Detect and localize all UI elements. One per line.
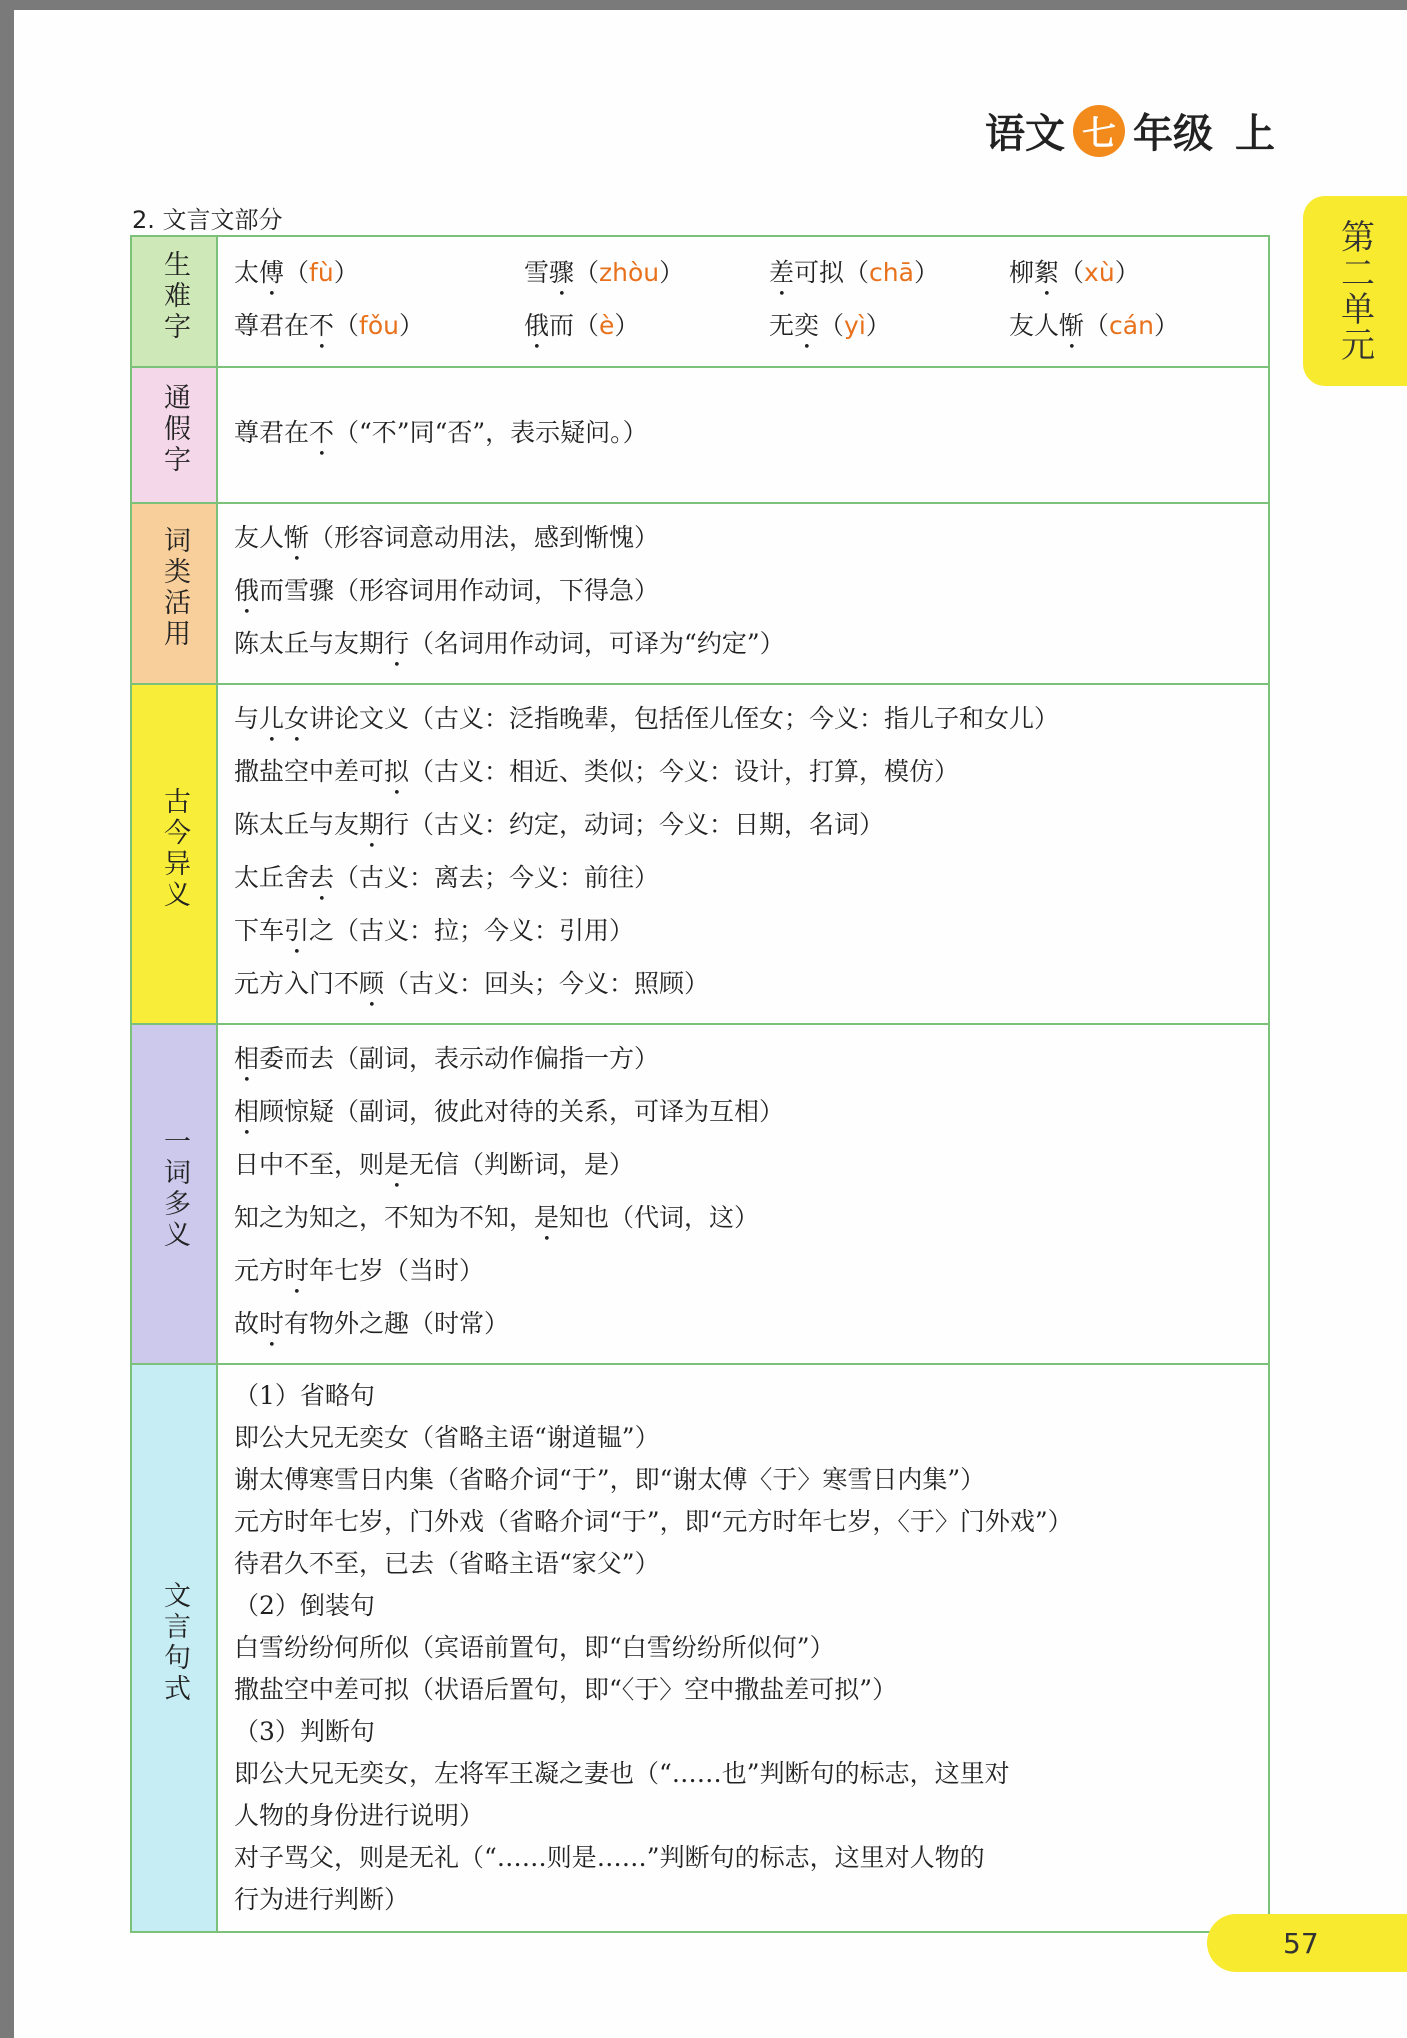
pinyin: cán <box>1109 310 1154 340</box>
line-text: 之（古义：拉；今义：引用） <box>309 916 635 945</box>
content-cell <box>217 1364 1269 1932</box>
key-char: 俄 <box>234 576 260 605</box>
key-char: 惭 <box>1059 310 1085 340</box>
line-text: 而雪骤（形容词用作动词，下得急） <box>259 576 660 605</box>
line-text: 下车 <box>234 916 285 945</box>
word-text: ） <box>399 310 425 340</box>
wenyan-line: 即公大兄无奕女（省略主语“谢道韫”） <box>234 1423 660 1452</box>
line-text: 顾惊疑（副词，彼此对待的关系，可译为互相） <box>259 1097 785 1126</box>
line-text: （“不”同“否”，表示疑问。） <box>334 417 648 447</box>
pinyin: xù <box>1084 257 1115 287</box>
key-char: 儿女 <box>259 704 310 733</box>
row-gujin <box>131 684 1269 1024</box>
key-char: 期 <box>359 810 385 839</box>
hard-char-item <box>234 302 524 355</box>
line-text: 元方 <box>234 1256 285 1285</box>
word-text: 柳 <box>1009 257 1035 287</box>
category-label: 生难字 <box>159 249 190 343</box>
content-cell <box>217 503 1269 684</box>
line-text: 有物外之趣（时常） <box>284 1309 510 1338</box>
key-char: 惭 <box>284 523 310 552</box>
category-cell <box>131 236 217 367</box>
pinyin: è <box>599 310 615 340</box>
line-text: 知之为知之，不知为不知， <box>234 1203 535 1232</box>
textbook-page <box>14 10 1407 2038</box>
line-text: 讲论文义（古义：泛指晚辈，包括侄儿侄女；今义：指儿子和女儿） <box>309 704 1060 733</box>
category-label: 通假字 <box>159 383 190 476</box>
category-label: 文言句式 <box>159 1580 190 1705</box>
key-char: 俄 <box>524 310 550 340</box>
page-header <box>985 102 1275 159</box>
yici-line <box>234 1141 1252 1194</box>
pinyin: chā <box>869 257 914 287</box>
yici-line <box>234 1088 1252 1141</box>
wenyan-line: 行为进行判断） <box>234 1885 410 1914</box>
category-cell <box>131 1024 217 1364</box>
key-char: 奕 <box>794 310 820 340</box>
word-text: ） <box>614 310 640 340</box>
yici-line <box>234 1300 1252 1353</box>
wenyan-line: （2）倒装句 <box>234 1591 375 1620</box>
hard-char-item <box>234 249 524 302</box>
word-text: 尊君在 <box>234 310 310 340</box>
line-text: （古义：离去；今义：前往） <box>334 863 660 892</box>
page-number: 57 <box>1207 1914 1407 1972</box>
key-char: 引 <box>284 916 310 945</box>
key-char: 拟 <box>384 757 410 786</box>
category-label: 古今异义 <box>159 786 190 911</box>
line-text: 日中不至，则 <box>234 1150 385 1179</box>
word-text: ） <box>1114 257 1140 287</box>
wenyan-line: 即公大兄无奕女，左将军王凝之妻也（“……也”判断句的标志，这里对 <box>234 1759 1010 1788</box>
content-cell <box>217 367 1269 503</box>
wenyan-line: 谢太傅寒雪日内集（省略介词“于”，即“谢太傅〈于〉寒雪日内集”） <box>234 1465 986 1494</box>
line-text: 知也（代词，这） <box>559 1203 760 1232</box>
wenyan-line: 撒盐空中差可拟（状语后置句，即“〈于〉空中撒盐差可拟”） <box>234 1675 898 1704</box>
word-text: ） <box>913 257 939 287</box>
cilei-line <box>234 514 1252 567</box>
hard-char-item <box>1009 249 1239 302</box>
word-text: （ <box>1084 310 1110 340</box>
key-char: 行 <box>384 629 410 658</box>
key-char: 去 <box>309 863 335 892</box>
cilei-line <box>234 620 1252 673</box>
gujin-line <box>234 907 1252 960</box>
line-text: 尊君在 <box>234 417 310 447</box>
hard-char-item <box>1009 302 1239 355</box>
line-text: （古义：相近、类似；今义：设计，打算，模仿） <box>409 757 960 786</box>
line-text: 元方入门不 <box>234 969 360 998</box>
cilei-line <box>234 567 1252 620</box>
gujin-line <box>234 960 1252 1013</box>
hard-char-item <box>524 249 769 302</box>
row-yici <box>131 1024 1269 1364</box>
key-char: 时 <box>284 1256 310 1285</box>
key-char: 相 <box>234 1097 260 1126</box>
word-text: 无 <box>769 310 795 340</box>
wenyan-line: 白雪纷纷何所似（宾语前置句，即“白雪纷纷所似何”） <box>234 1633 835 1662</box>
key-char: 骤 <box>549 257 575 287</box>
word-text: 而（ <box>549 310 600 340</box>
hard-char-item <box>524 302 769 355</box>
row-tongjia <box>131 367 1269 503</box>
wenyan-line: （3）判断句 <box>234 1717 375 1746</box>
gujin-line <box>234 748 1252 801</box>
word-text: 雪 <box>524 257 550 287</box>
row-hard-chars <box>131 236 1269 367</box>
category-label: 词类活用 <box>159 526 190 650</box>
line-text: 年七岁（当时） <box>309 1256 485 1285</box>
word-text: ） <box>333 257 359 287</box>
word-text: （ <box>1059 257 1085 287</box>
gujin-line <box>234 801 1252 854</box>
line-text: 陈太丘与友期 <box>234 629 385 658</box>
key-char: 不 <box>309 417 335 447</box>
category-cell <box>131 684 217 1024</box>
row-wenyan <box>131 1364 1269 1932</box>
section-title: 2. 文言文部分 <box>132 206 283 234</box>
category-cell <box>131 367 217 503</box>
line-text: 太丘舍 <box>234 863 310 892</box>
category-cell <box>131 503 217 684</box>
line-text: 与 <box>234 704 260 733</box>
pinyin: zhòu <box>599 257 660 287</box>
hard-chars-grid <box>234 249 1252 355</box>
word-text: ） <box>865 310 891 340</box>
hard-char-item <box>769 302 1009 355</box>
line-text: 行（古义：约定，动词；今义：日期，名词） <box>384 810 885 839</box>
key-char: 时 <box>259 1309 285 1338</box>
key-char: 絮 <box>1034 257 1060 287</box>
wenyan-line: （1）省略句 <box>234 1381 375 1410</box>
grade-badge: 七 <box>1073 105 1125 157</box>
key-char: 相 <box>234 1044 260 1073</box>
line-text: 撒盐空中差可 <box>234 757 385 786</box>
unit-tab: 第二单元 <box>1303 196 1407 386</box>
tongjia-line <box>234 409 1252 462</box>
wenyan-line: 待君久不至，已去（省略主语“家父”） <box>234 1549 660 1578</box>
yici-line <box>234 1247 1252 1300</box>
word-text: （ <box>334 310 360 340</box>
content-cell <box>217 684 1269 1024</box>
volume-label: 上 <box>1235 111 1275 157</box>
key-char: 是 <box>534 1203 560 1232</box>
word-text: （ <box>819 310 845 340</box>
yici-line <box>234 1194 1252 1247</box>
line-text: 无信（判断词，是） <box>409 1150 635 1179</box>
pinyin: yì <box>844 310 866 340</box>
word-text: （ <box>284 257 310 287</box>
content-cell <box>217 236 1269 367</box>
word-text: ） <box>1153 310 1179 340</box>
content-cell <box>217 1024 1269 1364</box>
row-cilei <box>131 503 1269 684</box>
line-text: 故 <box>234 1309 260 1338</box>
wenyan-line: 人物的身份进行说明） <box>234 1801 485 1830</box>
line-text: （名词用作动词，可译为“约定”） <box>409 629 785 658</box>
pinyin: fù <box>309 257 334 287</box>
wenyan-line: 对子骂父，则是无礼（“……则是……”判断句的标志，这里对人物的 <box>234 1843 985 1872</box>
grade-suffix: 年级 <box>1133 111 1213 157</box>
key-char: 不 <box>309 310 335 340</box>
key-char: 顾 <box>359 969 385 998</box>
line-text: 陈太丘与友 <box>234 810 360 839</box>
line-text: 委而去（副词，表示动作偏指一方） <box>259 1044 660 1073</box>
word-text: ） <box>659 257 685 287</box>
line-text: 友人 <box>234 523 285 552</box>
line-text: （形容词意动用法，感到惭愧） <box>309 523 660 552</box>
summary-table <box>130 235 1270 1933</box>
pinyin: fǒu <box>359 310 399 340</box>
hard-char-item <box>769 249 1009 302</box>
gujin-line <box>234 854 1252 907</box>
wenyan-line: 元方时年七岁，门外戏（省略介词“于”，即“元方时年七岁，〈于〉门外戏”） <box>234 1507 1073 1536</box>
gujin-line <box>234 695 1252 748</box>
word-text: （ <box>574 257 600 287</box>
category-cell <box>131 1364 217 1932</box>
word-text: 友人 <box>1009 310 1060 340</box>
category-label: 一词多义 <box>159 1126 190 1251</box>
key-char: 差 <box>769 257 795 287</box>
key-char: 傅 <box>259 257 285 287</box>
line-text: （古义：回头；今义：照顾） <box>384 969 710 998</box>
word-text: 可拟（ <box>794 257 870 287</box>
key-char: 是 <box>384 1150 410 1179</box>
yici-line <box>234 1035 1252 1088</box>
subject-label: 语文 <box>985 111 1065 157</box>
word-text: 太 <box>234 257 260 287</box>
